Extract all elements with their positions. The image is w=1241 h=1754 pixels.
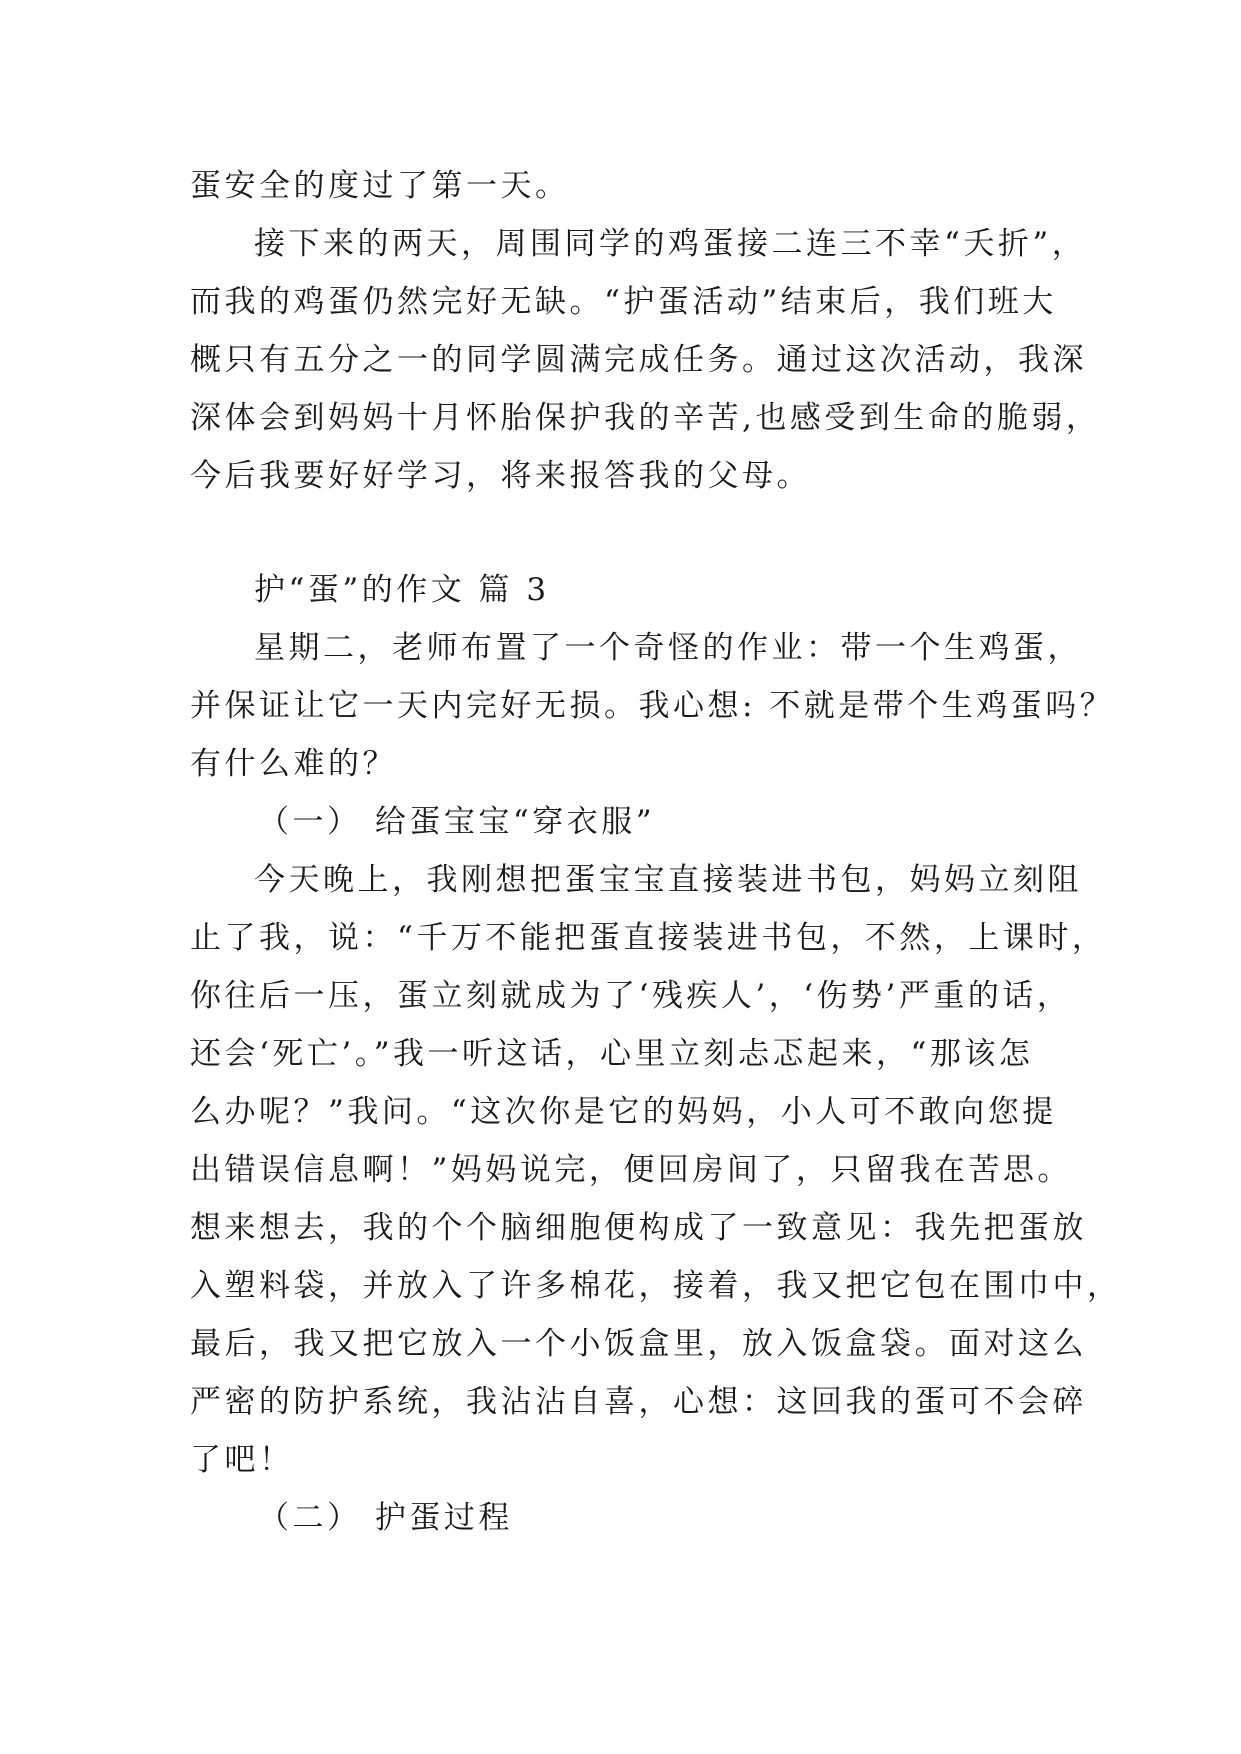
text-line: 概只有五分之一的同学圆满完成任务。通过这次活动，我深 xyxy=(190,342,1087,378)
text-line: 还会‘死亡’。”我一听这话，心里立刻忐忑起来，“那该怎 xyxy=(190,1036,1034,1072)
text-line: 出错误信息啊！”妈妈说完，便回房间了，只留我在苦思。 xyxy=(190,1152,1072,1188)
text-line: 蛋安全的度过了第一天。 xyxy=(190,168,570,204)
text-line: 入塑料袋，并放入了许多棉花，接着，我又把它包在围巾中， xyxy=(190,1268,1122,1304)
subsection-heading: （二） 护蛋过程 xyxy=(258,1500,513,1536)
text-line: 么办呢？”我问。“这次你是它的妈妈，小人可不敢向您提 xyxy=(190,1094,1057,1130)
text-line: 深体会到妈妈十月怀胎保护我的辛苦,也感受到生命的脆弱， xyxy=(190,400,1101,436)
text-line: 想来想去，我的个个脑细胞便构成了一致意见：我先把蛋放 xyxy=(190,1210,1087,1246)
text-line: 严密的防护系统，我沾沾自喜，心想：这回我的蛋可不会碎 xyxy=(190,1384,1087,1420)
text-line: 星期二，老师布置了一个奇怪的作业：带一个生鸡蛋， xyxy=(254,630,1082,666)
text-line: 并保证让它一天内完好无损。我心想: 不就是带个生鸡蛋吗？ xyxy=(190,688,1115,724)
text-line: 你往后一压，蛋立刻就成为了‘残疾人’，‘伤势’严重的话， xyxy=(190,978,1072,1014)
text-line: 而我的鸡蛋仍然完好无缺。“护蛋活动”结束后，我们班大 xyxy=(190,284,1057,320)
text-line: 止了我，说：“千万不能把蛋直接装进书包，不然，上课时， xyxy=(190,920,1107,956)
text-line: 今天晚上，我刚想把蛋宝宝直接装进书包，妈妈立刻阻 xyxy=(254,862,1082,898)
text-line: 今后我要好好学习，将来报答我的父母。 xyxy=(190,458,811,494)
text-line: 有什么难的？ xyxy=(190,746,397,782)
section-heading: 护“蛋”的作文 篇 3 xyxy=(254,572,550,608)
text-line: 接下来的两天，周围同学的鸡蛋接二连三不幸“夭折”， xyxy=(254,226,1087,262)
text-line: 了吧！ xyxy=(190,1442,294,1478)
text-line: 最后，我又把它放入一个小饭盒里，放入饭盒袋。面对这么 xyxy=(190,1326,1087,1362)
subsection-heading: （一） 给蛋宝宝“穿衣服” xyxy=(258,804,656,840)
